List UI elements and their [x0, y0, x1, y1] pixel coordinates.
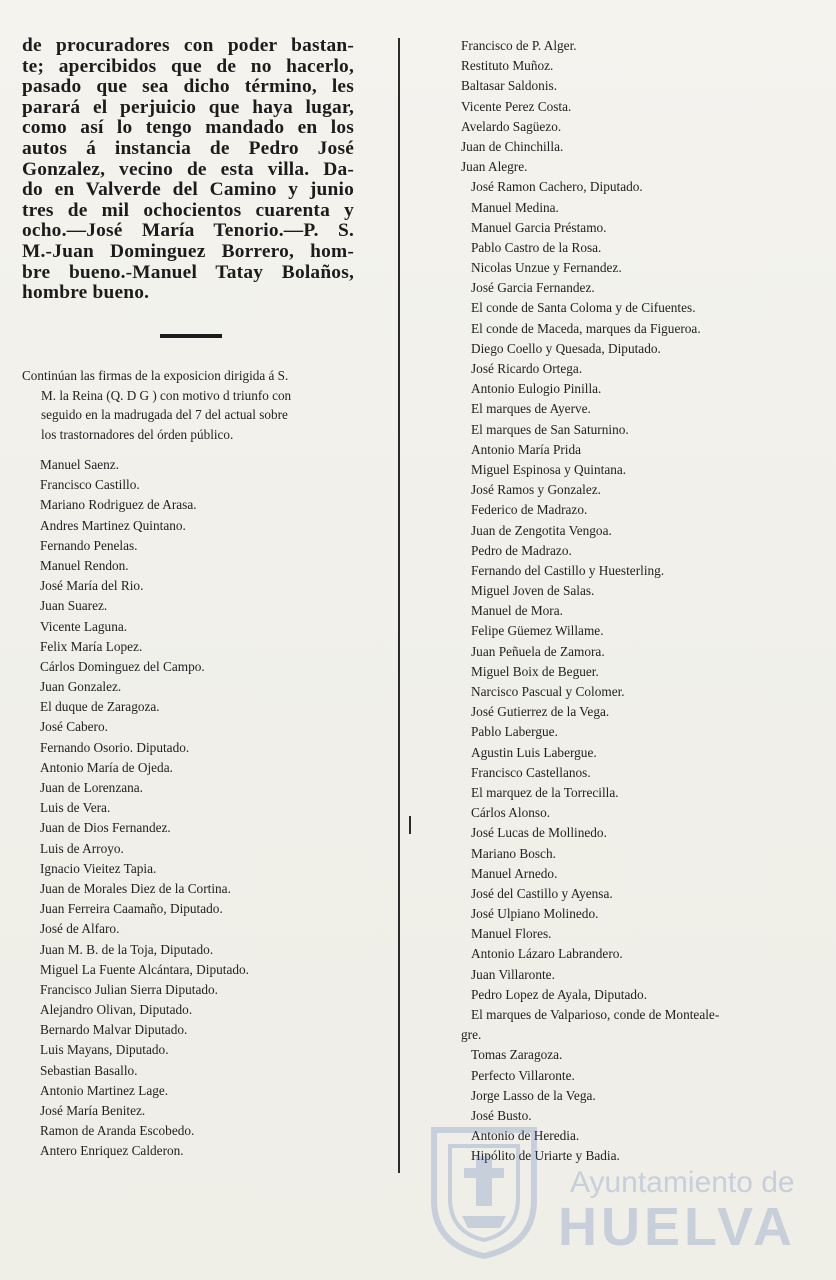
signature-entry: Manuel Arnedo. [471, 865, 558, 881]
signature-entry: José Ramon Cachero, Diputado. [471, 179, 643, 195]
lead-paragraph-line: de procuradores con poder bastan- [22, 36, 354, 56]
signature-entry: Juan de Lorenzana. [40, 780, 143, 795]
signature-entry: El marques de Valparioso, conde de Monteale- [471, 1007, 720, 1022]
signature-entry: Juan de Zengotita Vengoa. [471, 522, 612, 538]
lead-paragraph-line: bre bueno.-Manuel Tatay Bolaños, [22, 262, 354, 283]
signature-entry: Tomas Zaragoza. [471, 1047, 563, 1063]
signature-entry: Sebastian Basallo. [40, 1062, 138, 1078]
signature-entry: Manuel Garcia Préstamo. [471, 219, 607, 235]
signature-entry: Juan Gonzalez. [40, 679, 122, 695]
signature-entry: Juan de Chinchilla. [461, 138, 564, 154]
signature-entry: José de Alfaro. [40, 921, 120, 937]
section-divider-rule [160, 334, 222, 338]
signature-entry: Antonio María de Ojeda. [40, 759, 173, 775]
signature-entry: Juan Villaronte. [471, 966, 555, 982]
signature-entry: Hipólito de Uriarte y Badia. [471, 1148, 620, 1164]
signature-entry: Pedro Lopez de Ayala, Diputado. [471, 986, 648, 1002]
signature-entry: El conde de Maceda, marques da Figueroa. [471, 320, 701, 336]
signature-entry: El conde de Santa Coloma y de Cifuentes. [471, 300, 696, 316]
signature-entry: Felipe Güemez Willame. [471, 623, 604, 639]
lead-paragraph-line: do en Valverde del Camino y junio [22, 180, 354, 201]
signature-entry: Nicolas Unzue y Fernandez. [471, 260, 622, 276]
signature-entry: Miguel Boix de Beguer. [471, 663, 599, 679]
signature-entry: Perfecto Villaronte. [471, 1067, 575, 1083]
lead-paragraph-line: tres de mil ochocientos cuarenta y [22, 200, 354, 221]
signature-entry: Luis de Vera. [40, 800, 111, 816]
lead-paragraph-line: pasado que sea dicho término, les [22, 77, 354, 98]
signature-entry: Antonio Martinez Lage. [40, 1082, 169, 1098]
signature-entry: Cárlos Alonso. [471, 805, 551, 821]
signature-entry: Miguel Espinosa y Quintana. [471, 461, 627, 477]
signature-entry: Pedro de Madrazo. [471, 542, 572, 558]
signature-entry: Luis de Arroyo. [40, 840, 124, 856]
signature-entry: Pablo Labergue. [471, 724, 558, 740]
signature-entry: José Ramos y Gonzalez. [471, 482, 601, 498]
signature-entry: José Busto. [471, 1107, 532, 1123]
watermark-line-2: HUELVA [558, 1197, 796, 1257]
intro-paragraph-line: seguido en la madrugada del 7 del actual sobre [41, 407, 288, 422]
signature-entry: Antonio de Heredia. [471, 1128, 580, 1144]
lead-paragraph-text [22, 36, 354, 304]
lead-paragraph-line: hombre bueno. [22, 283, 150, 304]
signature-entry: El marques de San Saturnino. [471, 421, 629, 437]
signature-entry: Manuel de Mora. [471, 603, 563, 619]
signature-entry: José Cabero. [40, 719, 108, 735]
signature-entry: José Lucas de Mollinedo. [471, 825, 607, 841]
signature-entry: Narcisco Pascual y Colomer. [471, 684, 625, 699]
signature-entry: Juan M. B. de la Toja, Diputado. [40, 941, 214, 957]
signature-entry: Fernando Penelas. [40, 537, 138, 553]
signature-entry: Bernardo Malvar Diputado. [40, 1022, 188, 1038]
signature-entry: Luis Mayans, Diputado. [40, 1042, 169, 1058]
signature-entry: Antonio María Prida [471, 441, 582, 457]
signature-entry: Francisco Castillo. [40, 477, 140, 493]
signature-entry: Manuel Medina. [471, 199, 559, 215]
signature-entry: Vicente Laguna. [40, 618, 128, 634]
signature-entry: Ignacio Vieitez Tapia. [40, 860, 157, 876]
signature-entry: Agustin Luis Labergue. [471, 744, 597, 760]
signature-entry: Francisco de P. Alger. [461, 38, 577, 53]
signature-entry: Fernando Osorio. Diputado. [40, 739, 190, 755]
lead-paragraph-line: te; apercibidos que de no hacerlo, [22, 56, 354, 77]
signature-entry: Baltasar Saldonis. [461, 78, 558, 94]
signature-entry: Manuel Rendon. [40, 557, 129, 573]
signature-entry: Juan Ferreira Caamaño, Diputado. [40, 901, 223, 917]
signature-entry: El marquez de la Torrecilla. [471, 784, 619, 800]
signature-entry: Miguel La Fuente Alcántara, Diputado. [40, 961, 249, 977]
signature-entry: José del Castillo y Ayensa. [471, 885, 613, 901]
signature-entry: Juan Alegre. [461, 159, 528, 175]
lead-paragraph-line: ocho.—José María Tenorio.—P. S. [22, 221, 354, 242]
signature-entry: Avelardo Sagüezo. [461, 118, 562, 134]
signature-entry: Francisco Julian Sierra Diputado. [40, 981, 218, 997]
intro-paragraph-line: los trastornadores del órden público. [41, 426, 234, 442]
column-divider-mark [409, 816, 411, 834]
lead-paragraph-line: M.-Juan Dominguez Borrero, hom- [22, 241, 354, 262]
signature-entry: José María Benitez. [40, 1103, 146, 1118]
signature-entry: Manuel Flores. [471, 926, 552, 942]
column-divider [398, 38, 400, 1173]
lead-paragraph-line: autos á instancia de Pedro José [22, 138, 354, 159]
signature-entry: Alejandro Olivan, Diputado. [40, 1002, 193, 1018]
signature-entry: Diego Coello y Quesada, Diputado. [471, 340, 661, 356]
intro-paragraph [22, 366, 354, 444]
signature-list-left [40, 455, 370, 1162]
signature-entry: Jorge Lasso de la Vega. [471, 1087, 596, 1103]
signature-entry: Restituto Muñoz. [461, 58, 554, 74]
signature-entry: El marques de Ayerve. [471, 401, 591, 417]
lead-paragraph-line: Gonzalez, vecino de esta villa. Da- [22, 159, 354, 180]
signature-entry: Juan de Dios Fernandez. [40, 820, 171, 836]
signature-entry: Antonio Eulogio Pinilla. [471, 381, 602, 397]
signature-entry: José Ricardo Ortega. [471, 361, 583, 376]
lead-paragraph-line: como así lo tengo mandado en los [22, 118, 354, 139]
signature-entry: Federico de Madrazo. [471, 502, 588, 518]
signature-entry: Vicente Perez Costa. [461, 98, 572, 114]
watermark-line-1: Ayuntamiento de [570, 1166, 795, 1199]
signature-entry: Juan Suarez. [40, 598, 108, 614]
signature-entry: Andres Martinez Quintano. [40, 517, 186, 533]
signature-entry: Mariano Rodriguez de Arasa. [40, 497, 197, 513]
signature-entry: El duque de Zaragoza. [40, 699, 160, 715]
signature-entry: Pablo Castro de la Rosa. [471, 239, 602, 255]
signature-entry: Cárlos Dominguez del Campo. [40, 658, 205, 674]
signature-entry: Francisco Castellanos. [471, 764, 591, 780]
lead-paragraph [22, 36, 354, 304]
signature-entry: Antero Enriquez Calderon. [40, 1143, 184, 1159]
signature-entry: gre. [461, 1027, 482, 1043]
signature-entry: Manuel Saenz. [40, 457, 120, 472]
signature-entry: José Garcia Fernandez. [471, 280, 595, 296]
signature-entry: José Ulpiano Molinedo. [471, 906, 599, 922]
signature-entry: Antonio Lázaro Labrandero. [471, 946, 623, 962]
signature-entry: Miguel Joven de Salas. [471, 583, 595, 599]
intro-paragraph-line: Continúan las firmas de la exposicion dirigida á S. [22, 368, 289, 383]
signature-entry: Juan de Morales Diez de la Cortina. [40, 880, 231, 896]
signature-entry: Mariano Bosch. [471, 845, 556, 861]
signature-entry: José Gutierrez de la Vega. [471, 704, 610, 720]
signature-entry: Juan Peñuela de Zamora. [471, 643, 605, 659]
signature-entry: Fernando del Castillo y Huesterling. [471, 562, 665, 578]
intro-paragraph-line: M. la Reina (Q. D G ) con motivo d triunfo con [41, 387, 292, 403]
signature-entry: Ramon de Aranda Escobedo. [40, 1123, 195, 1139]
signature-entry: Felix María Lopez. [40, 638, 143, 654]
signature-entry: José María del Rio. [40, 578, 144, 594]
lead-paragraph-line: parará el perjuicio que haya lugar, [22, 97, 354, 118]
signature-list-right [461, 36, 831, 1167]
